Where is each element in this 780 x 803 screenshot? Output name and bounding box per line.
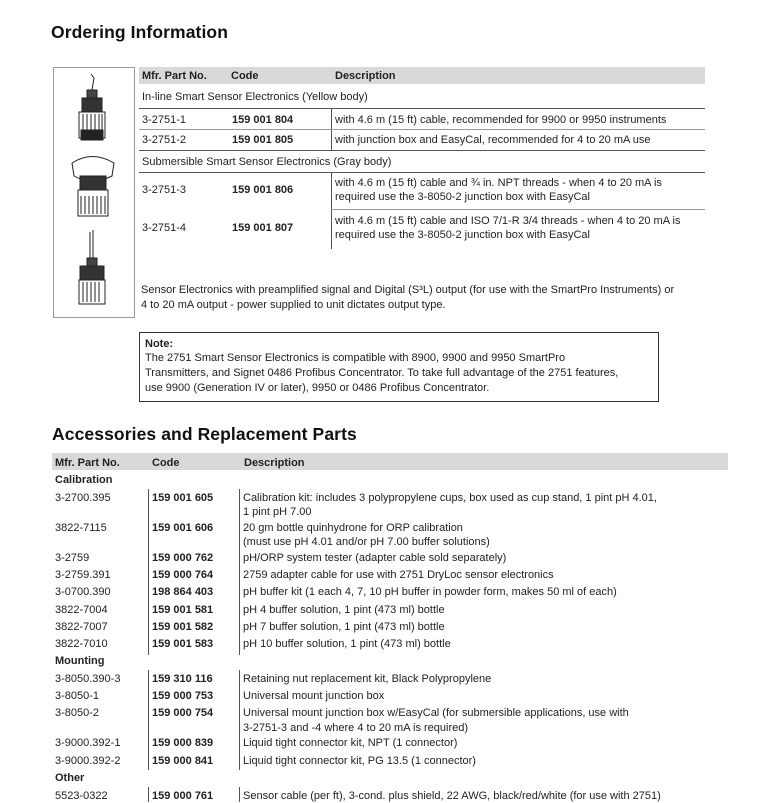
ordering-code: 159 001 807 <box>232 222 294 234</box>
accessory-part-number: 3-2700.395 <box>55 492 111 504</box>
ordering-part-number: 3-2751-2 <box>142 134 187 146</box>
accessory-description: pH buffer kit (1 each 4, 7, 10 pH buffer in powder form, makes 50 ml of each) <box>243 586 617 598</box>
divider <box>139 150 705 151</box>
accessory-code: 159 001 581 <box>152 604 214 616</box>
accessory-description: pH/ORP system tester (adapter cable sold separately) <box>243 552 507 564</box>
accessory-description: 3-2751-3 and -4 where 4 to 20 mA is required) <box>243 722 469 734</box>
accessory-part-number: 3822-7004 <box>55 604 108 616</box>
ordering-group-inline: In-line Smart Sensor Electronics (Yellow body) <box>142 91 368 103</box>
ordering-title: Ordering Information <box>51 22 228 42</box>
column-divider <box>239 670 240 770</box>
accessories-header-part: Mfr. Part No. <box>55 457 120 469</box>
column-divider <box>148 787 149 802</box>
accessory-code: 159 000 841 <box>152 755 214 767</box>
accessory-description: pH 10 buffer solution, 1 pint (473 ml) bottle <box>243 638 451 650</box>
accessory-description: Retaining nut replacement kit, Black Polypropylene <box>243 673 492 685</box>
accessory-description: 2759 adapter cable for use with 2751 DryLoc sensor electronics <box>243 569 554 581</box>
ordering-footnote: Sensor Electronics with preamplified signal and Digital (S³L) output (for use with the SmartPro Instruments) or <box>141 284 675 296</box>
accessory-code: 159 000 839 <box>152 737 214 749</box>
note-text: The 2751 Smart Sensor Electronics is compatible with 8900, 9900 and 9950 SmartPro <box>145 352 566 364</box>
accessory-part-number: 3-8050-1 <box>55 690 100 702</box>
accessory-part-number: 3-8050.390-3 <box>55 673 121 685</box>
note-text: use 9900 (Generation IV or later), 9950 or 0486 Profibus Concentrator. <box>145 382 490 394</box>
accessory-code: 159 310 116 <box>152 673 213 685</box>
ordering-description: with 4.6 m (15 ft) cable and ISO 7/1-R 3/4 threads - when 4 to 20 mA is <box>335 215 681 227</box>
ordering-description: required use the 3-8050-2 junction box with EasyCal <box>335 191 590 203</box>
accessory-part-number: 3822-7115 <box>55 522 107 534</box>
ordering-description: with junction box and EasyCal, recommended for 4 to 20 mA use <box>335 134 651 146</box>
threaded-sensor-image <box>79 230 105 304</box>
ordering-group-submersible: Submersible Smart Sensor Electronics (Gray body) <box>142 156 392 168</box>
accessory-description: pH 7 buffer solution, 1 pint (473 ml) bottle <box>243 621 445 633</box>
note-title: Note: <box>145 338 174 350</box>
accessory-code: 159 001 605 <box>152 492 214 504</box>
accessory-code: 159 000 762 <box>152 552 214 564</box>
ordering-part-number: 3-2751-3 <box>142 184 187 196</box>
accessory-description: Liquid tight connector kit, PG 13.5 (1 connector) <box>243 755 476 767</box>
ordering-header-part: Mfr. Part No. <box>142 70 207 82</box>
accessory-code: 159 000 764 <box>152 569 214 581</box>
accessory-part-number: 3822-7010 <box>55 638 108 650</box>
ordering-description: with 4.6 m (15 ft) cable and ¾ in. NPT threads - when 4 to 20 mA is <box>335 177 662 189</box>
ordering-footnote: 4 to 20 mA output - power supplied to unit dictates output type. <box>141 299 446 311</box>
note-text: Transmitters, and Signet 0486 Profibus Concentrator. To take full advantage of the 2751 features, <box>145 367 619 379</box>
accessory-part-number: 3-9000.392-2 <box>55 755 121 767</box>
accessory-description: Liquid tight connector kit, NPT (1 connector) <box>243 737 458 749</box>
accessory-part-number: 3-8050-2 <box>55 707 100 719</box>
ordering-code: 159 001 806 <box>232 184 294 196</box>
accessory-part-number: 3-0700.390 <box>55 586 111 598</box>
accessory-description: pH 4 buffer solution, 1 pint (473 ml) bottle <box>243 604 445 616</box>
accessories-title: Accessories and Replacement Parts <box>52 424 357 444</box>
accessory-part-number: 3822-7007 <box>55 621 108 633</box>
accessory-part-number: 3-2759 <box>55 552 90 564</box>
divider <box>331 209 705 210</box>
divider <box>139 129 705 130</box>
accessory-code: 159 000 754 <box>152 707 214 719</box>
divider <box>139 172 705 173</box>
accessory-code: 159 000 761 <box>152 790 214 802</box>
accessory-description: Universal mount junction box w/EasyCal (for submersible applications, use with <box>243 707 629 719</box>
ordering-header-description: Description <box>335 70 396 82</box>
accessory-description: (must use pH 4.01 and/or pH 7.00 buffer solutions) <box>243 536 490 548</box>
ordering-description: required use the 3-8050-2 junction box with EasyCal <box>335 229 590 241</box>
ordering-header-bar <box>139 67 705 84</box>
column-divider <box>148 670 149 770</box>
column-divider <box>148 489 149 655</box>
ordering-header-code: Code <box>231 70 259 82</box>
accessories-header-code: Code <box>152 457 180 469</box>
ordering-code: 159 001 805 <box>232 134 294 146</box>
ordering-code: 159 001 804 <box>232 114 294 126</box>
section-label-mounting: Mounting <box>55 655 105 667</box>
accessory-part-number: 3-2759.391 <box>55 569 111 581</box>
accessory-description: 20 gm bottle quinhydrone for ORP calibration <box>243 522 463 534</box>
product-image-panel <box>53 67 135 318</box>
accessory-code: 159 001 583 <box>152 638 214 650</box>
accessory-description: Calibration kit: includes 3 polypropylene cups, box used as cup stand, 1 pint pH 4.01, <box>243 492 657 504</box>
ordering-part-number: 3-2751-4 <box>142 222 187 234</box>
accessories-header-description: Description <box>244 457 305 469</box>
accessory-part-number: 5523-0322 <box>55 790 108 802</box>
divider <box>139 108 705 109</box>
accessory-code: 159 001 582 <box>152 621 214 633</box>
accessory-part-number: 3-9000.392-1 <box>55 737 121 749</box>
column-divider <box>331 173 332 249</box>
accessory-description: Universal mount junction box <box>243 690 385 702</box>
column-divider <box>239 787 240 802</box>
section-label-other: Other <box>55 772 85 784</box>
section-label-calibration: Calibration <box>55 474 113 486</box>
inline-sensor-image <box>79 74 105 140</box>
submersible-sensor-image <box>72 157 114 217</box>
accessory-code: 159 000 753 <box>152 690 214 702</box>
ordering-description: with 4.6 m (15 ft) cable, recommended for 9900 or 9950 instruments <box>335 114 667 126</box>
accessory-code: 198 864 403 <box>152 586 214 598</box>
column-divider <box>239 489 240 655</box>
accessory-description: Sensor cable (per ft), 3-cond. plus shield, 22 AWG, black/red/white (for use with 2751) <box>243 790 661 802</box>
accessory-description: 1 pint pH 7.00 <box>243 506 312 518</box>
accessory-code: 159 001 606 <box>152 522 214 534</box>
ordering-part-number: 3-2751-1 <box>142 114 187 126</box>
